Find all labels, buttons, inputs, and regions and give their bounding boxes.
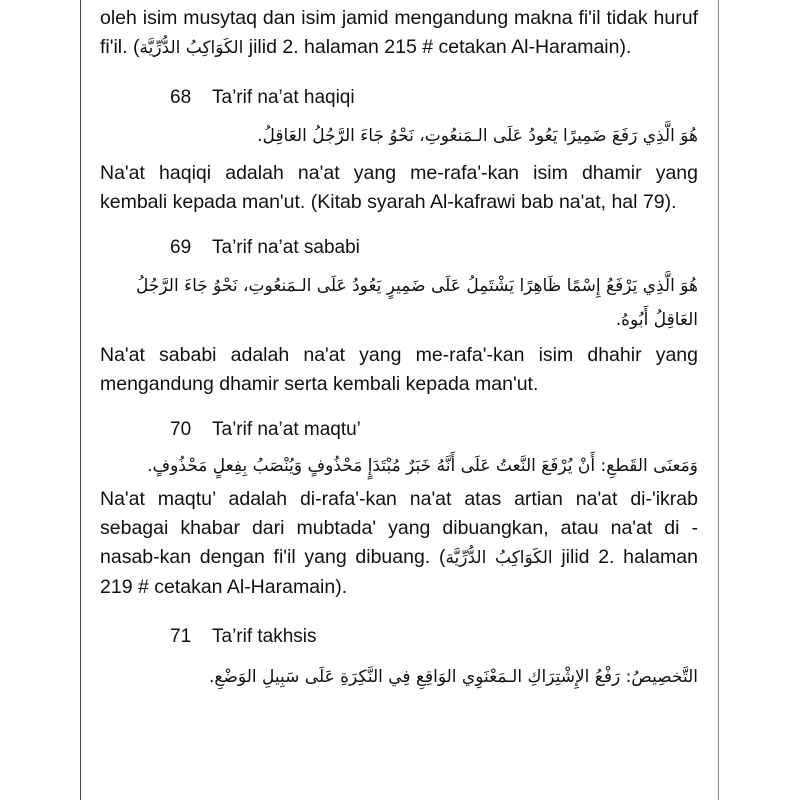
section-arabic-definition-69: هُوَ الَّذِي يَرْفَعُ إِسْمًا ظَاهِرًا يَشْتَمِلُ عَلَى ضَمِيرٍ يَعُودُ عَلَى الـمَنعُوتِ، نَحْوُ جَاءَ الرَّجُلُ العَاقِلُ أَبُوهُ.	[136, 276, 698, 330]
section-heading-68	[100, 85, 698, 111]
section-number: 71	[170, 626, 192, 647]
section-paragraph-68: Na'at haqiqi adalah na'at yang me-rafa'-kan isim dhamir yang kembali kepada man'ut. (Kitab syarah Al-kafrawi bab na'at, hal 79).	[100, 162, 698, 213]
section-arabic-definition-71: التَّخصِيصُ: رَفْعُ الإِشْتِرَاكِ الـمَعْنَوِي الوَاقِعِ فِي النَّكِرَةِ عَلَى سَبِيلِ الوَضْعِ.	[209, 667, 698, 687]
intro-text-after: jilid 2. halaman 215 # cetakan Al-Haramain).	[243, 36, 632, 58]
document-page	[100, 4, 698, 694]
section-paragraph-69: Na'at sababi adalah na'at yang me-rafa'-kan isim dhahir yang mengandung dhamir serta kembali kepada man'ut.	[100, 344, 698, 395]
section-number: 68	[170, 87, 192, 108]
intro-arabic-reference: الكَوَاكِبُ الدُّرِّيَّة	[139, 38, 244, 58]
section-paragraph-70	[100, 485, 698, 602]
section-heading-69	[100, 235, 698, 261]
section-title: Ta’rif na’at haqiqi	[212, 87, 355, 108]
paragraph-arabic-reference: الكَوَاكِبُ الدُّرِّيَّة	[445, 548, 553, 568]
intro-text-before: oleh isim musytaq dan isim jamid mengandung makna fi'il tidak huruf fi'il. (	[100, 7, 698, 58]
section-arabic-definition-68: هُوَ الَّذِي رَفَعَ ضَمِيرًا يَعُودُ عَلَى الـمَنعُوتِ، نَحْوُ جَاءَ الرَّجُلُ العَاقِلُ.	[257, 126, 698, 146]
paragraph-text-after: jilid 2. halaman 219 # cetakan Al-Haramain).	[100, 546, 698, 598]
section-title: Ta’rif na’at maqtu’	[212, 419, 361, 440]
section-number: 69	[170, 237, 192, 258]
paragraph-text-before: Na'at maqtu’ adalah di-rafa'-kan na'at atas artian na'at di-'ikrab sebagai khabar dari mubtada' yang dibuangkan, atau na'at di -nasab-kan dengan fi'il yang dibuang. (	[100, 488, 698, 568]
section-title: Ta’rif na’at sababi	[212, 237, 360, 258]
section-title: Ta’rif takhsis	[212, 626, 317, 647]
section-heading-71	[100, 624, 698, 650]
section-arabic-definition-70: وَمَعنَى القَطعِ: أَنْ يُرْفَعَ النَّعتُ عَلَى أَنَّهُ خَبَرٌ مُبْتَدَإٍ مَحْذُوفٍ وَيُنْصَبُ بِفِعلٍ مَحْذُوفٍ.	[147, 456, 698, 476]
page-right-edge-line	[718, 0, 719, 800]
page-left-edge-line	[80, 0, 81, 800]
intro-paragraph	[100, 4, 698, 63]
section-number: 70	[170, 419, 192, 440]
section-heading-70	[100, 417, 698, 443]
